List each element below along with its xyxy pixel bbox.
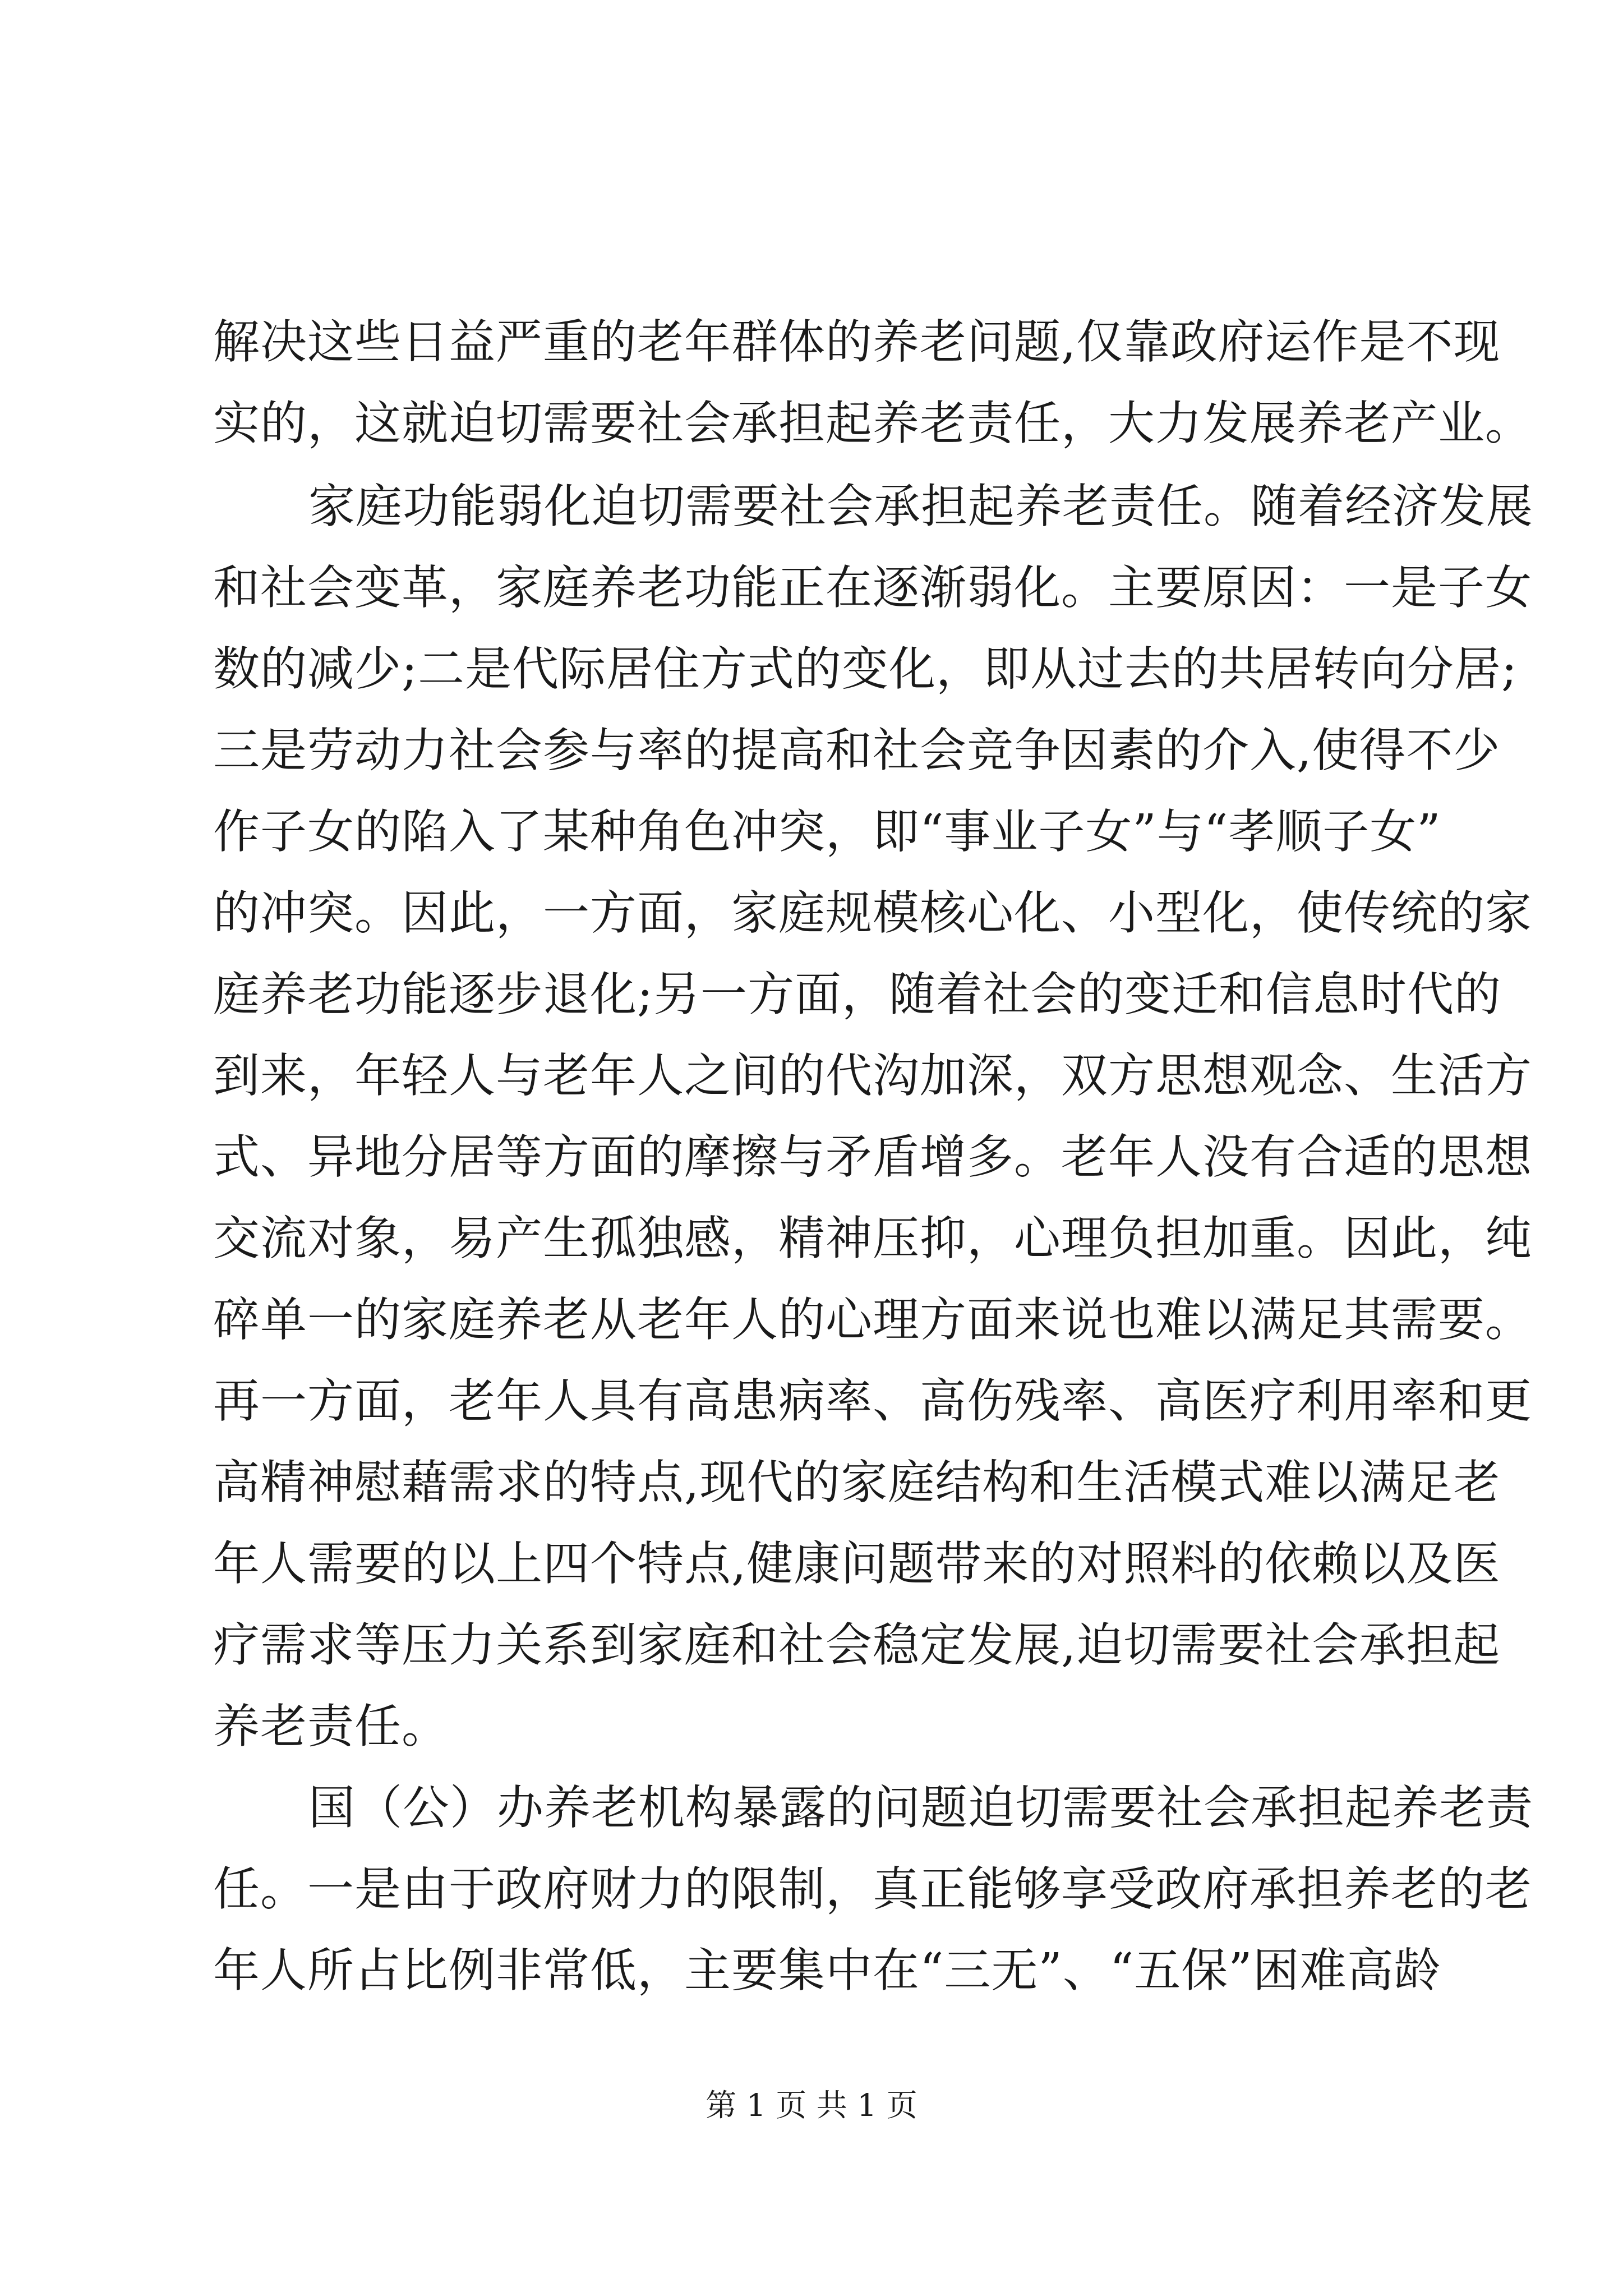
text-line-18: 养老责任。: [213, 1699, 449, 1754]
text-line-5: 数的减少;二是代际居住方式的变化，即从过去的共居转向分居;: [213, 642, 1518, 696]
text-line-1: 解决这些日益严重的老年群体的养老问题,仅靠政府运作是不现: [213, 315, 1501, 369]
text-line-17: 疗需求等压力关系到家庭和社会稳定发展,迫切需要社会承担起: [213, 1618, 1501, 1672]
text-line-8: 的冲突。因此，一方面，家庭规模核心化、小型化，使传统的家: [213, 886, 1532, 940]
paragraph-start-family-function: 家庭功能弱化迫切需要社会承担起养老责任。随着经济发展: [308, 479, 1533, 533]
text-line-21: 年人所占比例非常低，主要集中在“三无”、“五保”困难高龄: [213, 1943, 1441, 1998]
text-line-6: 三是劳动力社会参与率的提高和社会竞争因素的介入,使得不少: [213, 723, 1501, 777]
text-line-16: 年人需要的以上四个特点,健康问题带来的对照料的依赖以及医: [213, 1536, 1501, 1591]
text-line-12: 交流对象，易产生孤独感，精神压抑，心理负担加重。因此，纯: [213, 1211, 1532, 1266]
text-line-10: 到来，年轻人与老年人之间的代沟加深，双方思想观念、生活方: [213, 1048, 1532, 1103]
text-line-9: 庭养老功能逐步退化;另一方面，随着社会的变迁和信息时代的: [213, 967, 1501, 1022]
text-line-2: 实的，这就迫切需要社会承担起养老责任，大力发展养老产业。: [213, 396, 1532, 450]
text-line-7: 作子女的陷入了某种角色冲突，即“事业子女”与“孝顺子女”: [213, 804, 1441, 859]
text-line-13: 碎单一的家庭养老从老年人的心理方面来说也难以满足其需要。: [213, 1292, 1532, 1347]
text-line-4: 和社会变革，家庭养老功能正在逐渐弱化。主要原因：一是子女: [213, 560, 1532, 615]
text-line-15: 高精神慰藉需求的特点,现代的家庭结构和生活模式难以满足老: [213, 1455, 1501, 1510]
text-line-14: 再一方面，老年人具有高患病率、高伤残率、高医疗利用率和更: [213, 1374, 1532, 1428]
page-number-footer: 第 1 页 共 1 页: [706, 2087, 917, 2123]
text-line-11: 式、异地分居等方面的摩擦与矛盾增多。老年人没有合适的思想: [213, 1130, 1532, 1184]
paragraph-start-public-institutions: 国（公）办养老机构暴露的问题迫切需要社会承担起养老责: [308, 1780, 1533, 1835]
text-line-20: 任。一是由于政府财力的限制，真正能够享受政府承担养老的老: [213, 1862, 1532, 1916]
